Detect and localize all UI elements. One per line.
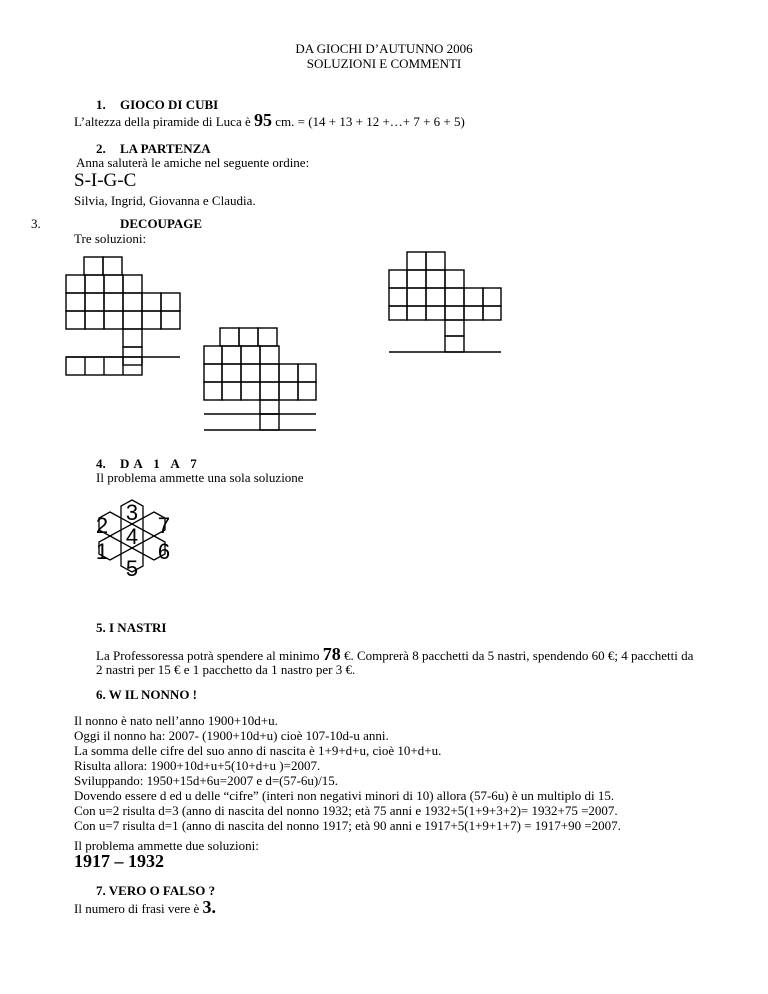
hex-number: 1 (95, 539, 109, 564)
s6-line: Sviluppando: 1950+15d+6u=2007 e d=(57-6u)/15. (74, 773, 339, 788)
s3-number: 3. (31, 216, 41, 231)
s1-text: L’altezza della piramide di Luca è 95 cm. = (14 + 13 + 12 +…+ 7 + 6 + 5) (74, 110, 465, 130)
s6-line: La somma delle cifre del suo anno di nascita è 1+9+d+u, cioè 10+d+u. (74, 743, 442, 758)
s4-text: Il problema ammette una sola soluzione (96, 470, 304, 485)
hexagon-figure (80, 498, 185, 591)
s2-intro: Anna saluterà le amiche nel seguente ordine: (76, 155, 310, 170)
s7-title: 7. VERO O FALSO ? (96, 883, 216, 898)
s6-line: Oggi il nonno ha: 2007- (1900+10d+u) cioè 107-10d-u anni. (74, 728, 389, 743)
s6-explanation (74, 713, 621, 833)
s5-title: 5. I NASTRI (96, 620, 167, 635)
s4-title: DA 1 A 7 (120, 456, 201, 471)
s6-line: Dovendo essere d ed u delle “cifre” (interi non negativi minori di 10) allora (57-6u) è un multiplo di 15. (74, 788, 615, 803)
s6-line: Con u=7 risulta d=1 (anno di nascita del nonno 1917; età 90 anni e 1917+5(1+9+1+7) = 1917+90 =2007. (74, 818, 621, 833)
s6-line: Con u=2 risulta d=3 (anno di nascita del nonno 1932; età 75 anni e 1932+5(1+9+3+2)= 1932+75 =2007. (74, 803, 618, 818)
s7-answer: 3. (202, 897, 217, 917)
s5-text: La Professoressa potrà spendere al minimo 78 €. Comprerà 8 pacchetti da 5 nastri, spendendo 60 €; 4 pacchetti da (96, 644, 694, 664)
s1-title: GIOCO DI CUBI (120, 97, 219, 112)
s2-title: LA PARTENZA (120, 141, 211, 156)
s4-number: 4. (96, 456, 106, 471)
s2-names: Silvia, Ingrid, Giovanna e Claudia. (74, 193, 256, 208)
s1-number: 1. (96, 97, 106, 112)
hex-number: 4 (125, 524, 139, 549)
s3-title: DECOUPAGE (120, 216, 203, 231)
hex-number: 3 (125, 500, 139, 525)
s6-line: Risulta allora: 1900+10d+u+5(10+d+u )=2007. (74, 758, 321, 773)
s2-number: 2. (96, 141, 106, 156)
hex-number: 7 (157, 513, 171, 538)
s6-line: Il nonno è nato nell’anno 1900+10d+u. (74, 713, 278, 728)
header-line-1: DA GIOCHI D’AUTUNNO 2006 (295, 41, 473, 56)
s2-answer: S-I-G-C (74, 170, 137, 191)
hex-number: 5 (125, 556, 139, 581)
s3-intro: Tre soluzioni: (74, 231, 147, 246)
decoupage-solution-1 (64, 255, 190, 377)
s7-text: Il numero di frasi vere è 3. (74, 897, 217, 917)
hex-number: 6 (157, 539, 171, 564)
s6-title: 6. W IL NONNO ! (96, 687, 198, 702)
s6-conclusion: Il problema ammette due soluzioni: (74, 838, 259, 853)
s5-line2: 2 nastri per 15 € e 1 pacchetto da 1 nastro per 3 €. (96, 662, 356, 677)
header-line-2: SOLUZIONI E COMMENTI (306, 56, 462, 71)
s5-answer: 78 (322, 644, 341, 664)
hex-number: 2 (95, 513, 109, 538)
decoupage-solution-2 (202, 326, 320, 432)
decoupage-solution-3 (387, 250, 505, 356)
s6-answer: 1917 – 1932 (74, 851, 164, 871)
s1-answer: 95 (253, 110, 272, 130)
